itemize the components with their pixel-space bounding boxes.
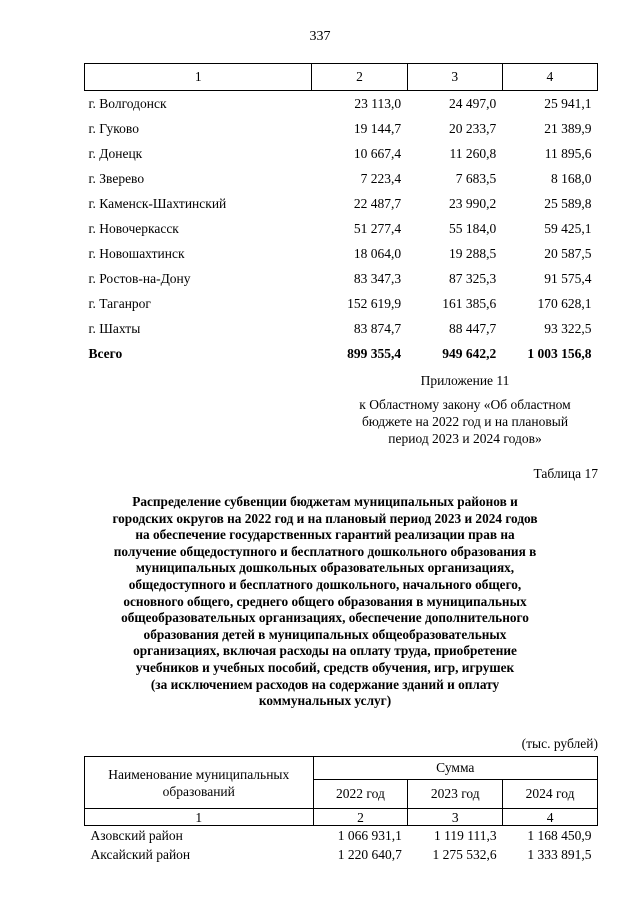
heading-line: учебников и учебных пособий, средств обучения, игр, игрушек [135, 659, 515, 675]
value-2023: 88 447,7 [449, 320, 497, 336]
appendix-law-reference [330, 396, 600, 447]
table-row [85, 116, 598, 141]
page-number: 337 [309, 29, 331, 44]
table-row [85, 316, 598, 341]
value-2022: 1 220 640,7 [337, 846, 402, 862]
value-2022: 7 223,4 [360, 170, 402, 186]
column-index: 4 [503, 809, 598, 826]
heading-line: общедоступного и бесплатного дошкольного, начального общего, [128, 576, 522, 592]
value-2022: 23 113,0 [354, 95, 402, 111]
value-2022: 83 874,7 [353, 320, 402, 336]
table-label: Таблица 17 [533, 466, 598, 481]
value-2022: 19 144,7 [353, 120, 402, 136]
municipality-name: г. Зверево [88, 170, 145, 186]
municipality-name: г. Новошахтинск [88, 245, 185, 261]
value-2024: 91 575,4 [544, 270, 592, 286]
table-body [85, 826, 598, 865]
heading-line: на обеспечение государственных гарантий реализации прав на [135, 527, 515, 543]
units-label: (тыс. рублей) [521, 736, 598, 751]
table-row [85, 241, 598, 266]
table-row [85, 826, 598, 846]
value-2023: 11 260,8 [449, 145, 497, 161]
value-2023: 1 119 111,3 [434, 827, 497, 843]
table-row [85, 291, 598, 316]
column-index: 3 [407, 64, 502, 91]
table-heading [90, 494, 560, 710]
municipality-name: г. Новочеркасск [88, 220, 179, 236]
sum-column-header: Сумма [313, 757, 597, 780]
total-2022: 899 355,4 [347, 345, 402, 361]
heading-line: образования детей в муниципальных общеобразовательных [143, 626, 507, 642]
heading-line: организациях, включая расходы на оплату труда, приобретение [133, 643, 517, 659]
municipality-name: Аксайский район [90, 846, 191, 862]
value-2024: 21 389,9 [544, 120, 592, 136]
value-2023: 19 288,5 [449, 245, 497, 261]
name-column-header: Наименование муниципальных образований [85, 757, 314, 809]
table-row [85, 216, 598, 241]
value-2023: 7 683,5 [455, 170, 497, 186]
municipality-name: г. Гуково [88, 120, 139, 136]
value-2023: 87 325,3 [449, 270, 497, 286]
subvention-table-17 [84, 756, 598, 864]
value-2022: 152 619,9 [347, 295, 402, 311]
value-2023: 161 385,6 [442, 295, 497, 311]
value-2023: 20 233,7 [449, 120, 497, 136]
value-2023: 24 497,0 [449, 95, 497, 111]
municipality-name: г. Ростов-на-Дону [88, 270, 191, 286]
total-row [85, 341, 598, 366]
heading-line: Распределение субвенции бюджетам муниципальных районов и [132, 494, 518, 509]
heading-line: (за исключением расходов на содержание зданий и оплату [150, 676, 500, 692]
heading-line: городских округов на 2022 год и на плановый период 2023 и 2024 годов [112, 510, 538, 526]
value-2024: 59 425,1 [544, 220, 592, 236]
table-body [85, 91, 598, 342]
municipality-name: Азовский район [90, 827, 183, 843]
appendix-law-line: период 2023 и 2024 годов» [388, 431, 542, 446]
value-2024: 1 168 450,9 [527, 827, 592, 843]
appendix-title: Приложение 11 [420, 373, 510, 388]
value-2024: 25 589,8 [544, 195, 592, 211]
table-row [85, 91, 598, 117]
total-2023: 949 642,2 [442, 345, 497, 361]
value-2022: 83 347,3 [353, 270, 402, 286]
value-2023: 1 275 532,6 [432, 846, 497, 862]
heading-line: коммунальных услуг) [258, 693, 392, 709]
value-2022: 1 066 931,1 [337, 827, 402, 843]
total-label: Всего [88, 345, 123, 361]
value-2024: 25 941,1 [544, 95, 592, 111]
municipality-name: г. Каменск-Шахтинский [88, 195, 227, 211]
value-2023: 55 184,0 [449, 220, 497, 236]
appendix-law-line: к Областному закону «Об областном [359, 397, 571, 412]
value-2024: 8 168,0 [551, 170, 592, 186]
value-2024: 11 895,6 [544, 145, 592, 161]
year-2023-header: 2023 год [408, 780, 503, 809]
value-2024: 170 628,1 [537, 295, 592, 311]
municipality-name: г. Волгодонск [88, 95, 167, 111]
value-2022: 51 277,4 [353, 220, 402, 236]
column-index: 1 [85, 64, 312, 91]
heading-line: получение общедоступного и бесплатного дошкольного образования в [113, 543, 537, 559]
municipality-name: г. Шахты [88, 320, 141, 336]
table-row [85, 266, 598, 291]
value-2024: 93 322,5 [544, 320, 592, 336]
value-2024: 20 587,5 [544, 245, 592, 261]
table-row [85, 191, 598, 216]
year-2022-header: 2022 год [313, 780, 408, 809]
appendix-law-line: бюджете на 2022 год и на плановый [361, 414, 569, 429]
heading-line: основного общего, среднего общего образования в муниципальных [123, 593, 527, 609]
value-2024: 1 333 891,5 [527, 846, 592, 862]
table-row [85, 141, 598, 166]
subvention-table-continued [84, 63, 598, 366]
year-2024-header: 2024 год [503, 780, 598, 809]
municipality-name: г. Донецк [88, 145, 143, 161]
table-row [85, 845, 598, 864]
heading-line: общеобразовательных организациях, обеспечение дополнительного [121, 610, 529, 626]
total-2024: 1 003 156,8 [527, 345, 592, 361]
table-row [85, 166, 598, 191]
table-header-row [85, 64, 598, 91]
column-index: 2 [313, 809, 408, 826]
column-index: 2 [312, 64, 407, 91]
value-2022: 10 667,4 [353, 145, 402, 161]
municipality-name: г. Таганрог [88, 295, 151, 311]
column-index: 3 [408, 809, 503, 826]
value-2022: 18 064,0 [353, 245, 402, 261]
value-2022: 22 487,7 [353, 195, 402, 211]
heading-line: муниципальных дошкольных образовательных организациях, [135, 560, 515, 576]
column-index: 1 [85, 809, 314, 826]
value-2023: 23 990,2 [449, 195, 497, 211]
column-index: 4 [502, 64, 597, 91]
